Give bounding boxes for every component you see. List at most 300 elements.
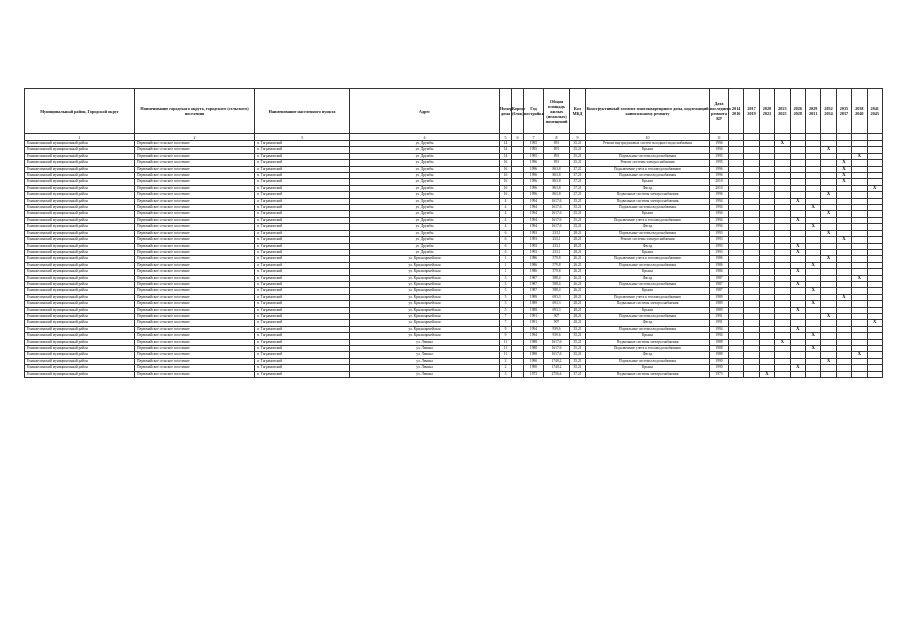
- table-cell: 1994: [524, 217, 544, 223]
- table-cell: 35,21: [570, 346, 586, 352]
- table-cell: Еманжелинский муниципальный район: [25, 333, 135, 339]
- table-cell: 1994: [710, 224, 729, 230]
- schedule-cell: X: [821, 192, 836, 198]
- table-cell: п. Таграмовский: [255, 243, 350, 249]
- table-cell: ул. Дружбы: [350, 147, 500, 153]
- table-cell: Первомайское сельское поселение: [135, 179, 255, 185]
- table-cell: 1973: [710, 371, 729, 377]
- schedule-cell: [836, 371, 851, 377]
- schedule-cell: X: [821, 211, 836, 217]
- table-cell: Еманжелинский муниципальный район: [25, 205, 135, 211]
- table-cell: 1617,6: [544, 217, 570, 223]
- table-cell: Еманжелинский муниципальный район: [25, 153, 135, 159]
- table-cell: п. Таграмовский: [255, 346, 350, 352]
- table-cell: Фасад: [586, 185, 710, 191]
- table-cell: 14: [500, 153, 512, 159]
- column-number: [759, 134, 774, 141]
- column-header: Наименование городского округа, городского (сельского) поселения: [135, 89, 255, 134]
- table-cell: п. Таграмовский: [255, 294, 350, 300]
- table-cell: 1996: [524, 185, 544, 191]
- table-cell: 16: [500, 173, 512, 179]
- table-cell: 588,4: [544, 281, 570, 287]
- table-cell: 1: [500, 262, 512, 268]
- table-cell: 26,21: [570, 288, 586, 294]
- table-cell: 35,21: [570, 205, 586, 211]
- column-header: Кол МКД: [570, 89, 586, 134]
- table-cell: 1989: [524, 307, 544, 313]
- table-cell: п. Таграмовский: [255, 179, 350, 185]
- table-cell: 1987: [524, 275, 544, 281]
- table-cell: Первомайское сельское поселение: [135, 141, 255, 147]
- table-cell: 1996: [524, 160, 544, 166]
- table-cell: Фасад: [586, 243, 710, 249]
- table-cell: 14: [500, 147, 512, 153]
- table-cell: ул. Ленина: [350, 371, 500, 377]
- schedule-cell: X: [836, 173, 851, 179]
- table-cell: 1973: [524, 371, 544, 377]
- table-cell: Еманжелинский муниципальный район: [25, 313, 135, 319]
- table-cell: Подвальные системы водоснабжения: [586, 281, 710, 287]
- table-cell: Подвальные системы водоснабжения: [586, 358, 710, 364]
- table-cell: 1987: [524, 281, 544, 287]
- column-header: Корпус (блок): [512, 89, 524, 134]
- table-cell: Еманжелинский муниципальный район: [25, 230, 135, 236]
- table-cell: п. Таграмовский: [255, 313, 350, 319]
- table-cell: п. Таграмовский: [255, 237, 350, 243]
- table-cell: 1995: [524, 141, 544, 147]
- table-cell: 26,21: [570, 281, 586, 287]
- table-cell: Первомайское сельское поселение: [135, 333, 255, 339]
- column-number-row: [25, 134, 883, 141]
- table-cell: ул. Красноармейская: [350, 320, 500, 326]
- table-cell: ул. Красноармейская: [350, 288, 500, 294]
- column-header: Конструктивный элемент многоквартирного дома, подлежащий капитальному ремонту: [586, 89, 710, 134]
- table-cell: Еманжелинский муниципальный район: [25, 352, 135, 358]
- column-header: Общая площадь жилых (нежилых) помещений: [544, 89, 570, 134]
- table-cell: 9: [500, 326, 512, 332]
- table-cell: Еманжелинский муниципальный район: [25, 346, 135, 352]
- table-cell: Крыша: [586, 333, 710, 339]
- table-cell: 3: [500, 275, 512, 281]
- table-cell: 14: [500, 141, 512, 147]
- table-cell: Первомайское сельское поселение: [135, 237, 255, 243]
- table-cell: п. Таграмовский: [255, 307, 350, 313]
- column-number: [867, 134, 882, 141]
- column-number: 11: [710, 134, 729, 141]
- table-cell: 1989: [524, 301, 544, 307]
- table-cell: Ремонт системы электроснабжения: [586, 237, 710, 243]
- table-cell: п. Таграмовский: [255, 211, 350, 217]
- table-cell: 1991: [710, 320, 729, 326]
- table-cell: 1989: [710, 301, 729, 307]
- table-cell: п. Таграмовский: [255, 160, 350, 166]
- table-cell: ул. Дружбы: [350, 192, 500, 198]
- schedule-cell: [852, 371, 867, 377]
- table-cell: ул. Дружбы: [350, 198, 500, 204]
- table-cell: п. Таграмовский: [255, 205, 350, 211]
- table-cell: 233,1: [544, 243, 570, 249]
- table-cell: 35,21: [570, 352, 586, 358]
- table-cell: п. Таграмовский: [255, 230, 350, 236]
- table-cell: п. Таграмовский: [255, 269, 350, 275]
- table-cell: 579,8: [544, 269, 570, 275]
- table-cell: 37,21: [570, 166, 586, 172]
- table-cell: ул. Дружбы: [350, 217, 500, 223]
- table-cell: 26,21: [570, 256, 586, 262]
- table-cell: 37,21: [570, 173, 586, 179]
- table-cell: 1994: [710, 141, 729, 147]
- table-cell: 4: [500, 211, 512, 217]
- column-header: Муниципальный район, Городской округ: [25, 89, 135, 134]
- table-cell: 1994: [524, 211, 544, 217]
- table-header-row: [25, 89, 883, 134]
- table-cell: Первомайское сельское поселение: [135, 269, 255, 275]
- schedule-cell: X: [805, 346, 820, 352]
- table-cell: 37,21: [570, 371, 586, 377]
- table-cell: ул. Дружбы: [350, 141, 500, 147]
- table-cell: 1990: [524, 358, 544, 364]
- table-cell: 939,6: [544, 326, 570, 332]
- table-cell: 37,21: [570, 185, 586, 191]
- schedule-cell: X: [836, 160, 851, 166]
- table-cell: 588,4: [544, 288, 570, 294]
- schedule-cell: [775, 371, 790, 377]
- column-number: [805, 134, 820, 141]
- column-number: 1: [25, 134, 135, 141]
- table-cell: 16: [500, 160, 512, 166]
- table-cell: 1991: [524, 320, 544, 326]
- table-cell: 1994: [524, 198, 544, 204]
- table-cell: [512, 371, 524, 377]
- table-cell: 5: [500, 294, 512, 300]
- column-number: [790, 134, 805, 141]
- table-cell: 35,21: [570, 153, 586, 159]
- table-cell: ул. Ленина: [350, 358, 500, 364]
- table-cell: 1994: [524, 326, 544, 332]
- table-cell: 1993: [524, 243, 544, 249]
- table-cell: Первомайское сельское поселение: [135, 205, 255, 211]
- table-cell: Еманжелинский муниципальный район: [25, 320, 135, 326]
- table-cell: 1617,6: [544, 346, 570, 352]
- table-cell: Подвальные системы водоснабжения: [586, 313, 710, 319]
- table-cell: Еманжелинский муниципальный район: [25, 301, 135, 307]
- table-cell: ул. Красноармейская: [350, 301, 500, 307]
- table-cell: 1994: [524, 333, 544, 339]
- table-cell: ул. Дружбы: [350, 243, 500, 249]
- schedule-cell: X: [790, 217, 805, 223]
- table-cell: Еманжелинский муниципальный район: [25, 147, 135, 153]
- table-cell: п. Таграмовский: [255, 365, 350, 371]
- table-cell: Еманжелинский муниципальный район: [25, 211, 135, 217]
- table-cell: 1993: [524, 230, 544, 236]
- column-header: Наименование населенного пункта: [255, 89, 350, 134]
- table-cell: 6: [500, 249, 512, 255]
- table-cell: ул. Ленина: [350, 346, 500, 352]
- table-cell: ул. Ленина: [350, 365, 500, 371]
- table-cell: Еманжелинский муниципальный район: [25, 326, 135, 332]
- table-cell: 1994: [710, 326, 729, 332]
- table-cell: ул. Красноармейская: [350, 313, 500, 319]
- column-header: Номер дома: [500, 89, 512, 134]
- table-cell: 28,21: [570, 307, 586, 313]
- table-cell: 1991: [524, 313, 544, 319]
- table-cell: 1: [500, 256, 512, 262]
- table-cell: 11: [500, 346, 512, 352]
- column-number: 9: [570, 134, 586, 141]
- table-cell: 5: [500, 301, 512, 307]
- table-cell: 579,8: [544, 262, 570, 268]
- table-cell: Первомайское сельское поселение: [135, 281, 255, 287]
- table-cell: 2010: [710, 179, 729, 185]
- schedule-cell: X: [836, 294, 851, 300]
- table-cell: п. Таграмовский: [255, 288, 350, 294]
- schedule-cell: [821, 371, 836, 377]
- table-cell: Еманжелинский муниципальный район: [25, 358, 135, 364]
- table-cell: 1995: [710, 153, 729, 159]
- table-cell: Еманжелинский муниципальный район: [25, 339, 135, 345]
- column-number: 5: [500, 134, 512, 141]
- table-cell: Первомайское сельское поселение: [135, 166, 255, 172]
- table-cell: Еманжелинский муниципальный район: [25, 307, 135, 313]
- table-cell: Подвальные системы электроснабжения: [586, 198, 710, 204]
- column-header: 2014 2016: [729, 89, 744, 134]
- table-cell: 1994: [710, 211, 729, 217]
- table-cell: ул. Красноармейская: [350, 326, 500, 332]
- table-cell: 1987: [524, 288, 544, 294]
- table-cell: Первомайское сельское поселение: [135, 243, 255, 249]
- table-cell: ул. Дружбы: [350, 185, 500, 191]
- table-cell: 28,21: [570, 320, 586, 326]
- table-cell: 1991: [710, 313, 729, 319]
- table-cell: 35,21: [570, 358, 586, 364]
- table-cell: 1993: [524, 237, 544, 243]
- table-cell: 35,21: [570, 224, 586, 230]
- schedule-cell: X: [805, 224, 820, 230]
- table-cell: 693,3: [544, 307, 570, 313]
- table-cell: 579,8: [544, 256, 570, 262]
- column-header: Дата последнего ремонта КР: [710, 89, 729, 134]
- table-cell: 233,1: [544, 237, 570, 243]
- table-cell: п. Таграмовский: [255, 275, 350, 281]
- table-cell: Еманжелинский муниципальный район: [25, 166, 135, 172]
- column-header: 2035 2037: [836, 89, 851, 134]
- column-number: 2: [135, 134, 255, 141]
- table-cell: 939,6: [544, 333, 570, 339]
- table-cell: 35,21: [570, 211, 586, 217]
- table-cell: 1986: [524, 262, 544, 268]
- table-cell: 1: [500, 269, 512, 275]
- table-cell: п. Таграмовский: [255, 371, 350, 377]
- table-cell: 1996: [524, 166, 544, 172]
- schedule-cell: X: [836, 179, 851, 185]
- table-cell: 891: [544, 141, 570, 147]
- table-cell: Подключение учета к тепловодоснабжению: [586, 217, 710, 223]
- column-header: 2041 2043: [867, 89, 882, 134]
- schedule-cell: X: [805, 205, 820, 211]
- table-cell: Крыша: [586, 249, 710, 255]
- table-cell: ул. Дружбы: [350, 173, 500, 179]
- table-cell: Еманжелинский муниципальный район: [25, 141, 135, 147]
- table-cell: ул. Ленина: [350, 339, 500, 345]
- table-cell: 28,21: [570, 301, 586, 307]
- table-cell: 28,21: [570, 313, 586, 319]
- table-cell: 35,21: [570, 339, 586, 345]
- table-cell: п. Таграмовский: [255, 141, 350, 147]
- table-cell: п. Таграмовский: [255, 358, 350, 364]
- table-cell: 1994: [710, 217, 729, 223]
- table-cell: ул. Красноармейская: [350, 275, 500, 281]
- column-number: 10: [586, 134, 710, 141]
- schedule-cell: [867, 371, 882, 377]
- table-cell: Первомайское сельское поселение: [135, 307, 255, 313]
- table-cell: 26,21: [570, 262, 586, 268]
- table-cell: п. Таграмовский: [255, 256, 350, 262]
- table-cell: 1993: [710, 237, 729, 243]
- table-cell: 1996: [524, 173, 544, 179]
- table-cell: 35,21: [570, 141, 586, 147]
- table-cell: 1988: [524, 339, 544, 345]
- table-cell: Подключение учета к тепловодоснабжению: [586, 346, 710, 352]
- table-cell: Подвальные системы водоснабжения: [586, 230, 710, 236]
- schedule-cell: X: [790, 281, 805, 287]
- table-cell: Еманжелинский муниципальный район: [25, 294, 135, 300]
- table-cell: 1617,6: [544, 205, 570, 211]
- table-cell: 16: [500, 179, 512, 185]
- table-cell: Подвальные системы водоснабжения: [586, 262, 710, 268]
- table-cell: 863,8: [544, 185, 570, 191]
- table-cell: п. Таграмовский: [255, 262, 350, 268]
- table-cell: ул. Дружбы: [350, 249, 500, 255]
- schedule-cell: X: [867, 185, 882, 191]
- table-cell: 1994: [710, 147, 729, 153]
- table-cell: 1989: [710, 294, 729, 300]
- table-cell: 907: [544, 320, 570, 326]
- table-cell: 4: [500, 217, 512, 223]
- table-cell: п. Таграмовский: [255, 320, 350, 326]
- table-cell: 16: [500, 166, 512, 172]
- table-cell: 693,3: [544, 301, 570, 307]
- table-cell: 35,21: [570, 333, 586, 339]
- column-header: Адрес: [350, 89, 500, 134]
- table-cell: 6: [500, 230, 512, 236]
- table-cell: Еманжелинский муниципальный район: [25, 243, 135, 249]
- column-header: 2023 2025: [775, 89, 790, 134]
- table-cell: Подвальные системы водоснабжения: [586, 153, 710, 159]
- table-cell: 28,21: [570, 243, 586, 249]
- schedule-cell: X: [821, 147, 836, 153]
- table-cell: Фасад: [586, 352, 710, 358]
- schedule-cell: X: [821, 230, 836, 236]
- table-cell: Первомайское сельское поселение: [135, 294, 255, 300]
- table-cell: 1996: [710, 166, 729, 172]
- table-cell: 1995: [524, 153, 544, 159]
- table-cell: 37,21: [570, 192, 586, 198]
- table-cell: Подвальные системы электроснабжения: [586, 192, 710, 198]
- table-cell: 891: [544, 153, 570, 159]
- table-cell: п. Таграмовский: [255, 153, 350, 159]
- table-cell: Еманжелинский муниципальный район: [25, 275, 135, 281]
- column-number: [744, 134, 759, 141]
- table-cell: Еманжелинский муниципальный район: [25, 224, 135, 230]
- table-cell: 4: [500, 198, 512, 204]
- table-cell: п. Таграмовский: [255, 166, 350, 172]
- table-cell: 1990: [524, 365, 544, 371]
- table-cell: ул. Дружбы: [350, 179, 500, 185]
- table-cell: 37,21: [570, 179, 586, 185]
- table-cell: 1993: [524, 249, 544, 255]
- table-cell: 1995: [710, 160, 729, 166]
- table-cell: 1987: [710, 281, 729, 287]
- capital-repair-table: [24, 88, 883, 378]
- table-cell: 1986: [524, 256, 544, 262]
- table-cell: 863,8: [544, 192, 570, 198]
- table-cell: Еманжелинский муниципальный район: [25, 281, 135, 287]
- table-cell: Первомайское сельское поселение: [135, 288, 255, 294]
- table-cell: Крыша: [586, 179, 710, 185]
- table-cell: 1993: [710, 243, 729, 249]
- table-cell: ул. Красноармейская: [350, 294, 500, 300]
- table-cell: 1988: [710, 339, 729, 345]
- table-cell: ул. Дружбы: [350, 237, 500, 243]
- table-cell: Фасад: [586, 320, 710, 326]
- table-cell: Первомайское сельское поселение: [135, 160, 255, 166]
- table-cell: Первомайское сельское поселение: [135, 320, 255, 326]
- table-cell: 7: [500, 313, 512, 319]
- table-cell: 1988: [524, 352, 544, 358]
- table-cell: 2: [500, 358, 512, 364]
- table-cell: Еманжелинский муниципальный район: [25, 262, 135, 268]
- table-cell: 1994: [524, 205, 544, 211]
- table-cell: 1988: [710, 346, 729, 352]
- table-cell: Первомайское сельское поселение: [135, 173, 255, 179]
- table-cell: 35,21: [570, 326, 586, 332]
- table-cell: Первомайское сельское поселение: [135, 256, 255, 262]
- table-cell: Первомайское сельское поселение: [135, 217, 255, 223]
- schedule-cell: X: [790, 365, 805, 371]
- schedule-cell: X: [805, 288, 820, 294]
- table-cell: Первомайское сельское поселение: [135, 249, 255, 255]
- table-cell: 1617,6: [544, 211, 570, 217]
- table-cell: Подвальные системы водоснабжения: [586, 173, 710, 179]
- column-number: [821, 134, 836, 141]
- table-cell: 1994: [710, 198, 729, 204]
- table-cell: 1986: [710, 256, 729, 262]
- schedule-cell: X: [821, 358, 836, 364]
- table-cell: Крыша: [586, 365, 710, 371]
- table-cell: Первомайское сельское поселение: [135, 326, 255, 332]
- table-cell: 1986: [710, 262, 729, 268]
- table-cell: Еманжелинский муниципальный район: [25, 269, 135, 275]
- table-cell: ул. Дружбы: [350, 166, 500, 172]
- table-cell: ул. Красноармейская: [350, 281, 500, 287]
- table-cell: 6: [500, 243, 512, 249]
- table-cell: 1990: [710, 365, 729, 371]
- schedule-cell: X: [790, 243, 805, 249]
- table-cell: 1617,6: [544, 198, 570, 204]
- column-number: 7: [524, 134, 544, 141]
- table-cell: 9: [500, 333, 512, 339]
- schedule-cell: X: [836, 237, 851, 243]
- table-cell: ул. Красноармейская: [350, 269, 500, 275]
- schedule-cell: X: [790, 198, 805, 204]
- table-cell: 28,21: [570, 230, 586, 236]
- column-number: 6: [512, 134, 524, 141]
- table-cell: 693,3: [544, 294, 570, 300]
- table-cell: 863,8: [544, 166, 570, 172]
- table-cell: Крыша: [586, 269, 710, 275]
- column-number: [836, 134, 851, 141]
- table-cell: 3: [500, 288, 512, 294]
